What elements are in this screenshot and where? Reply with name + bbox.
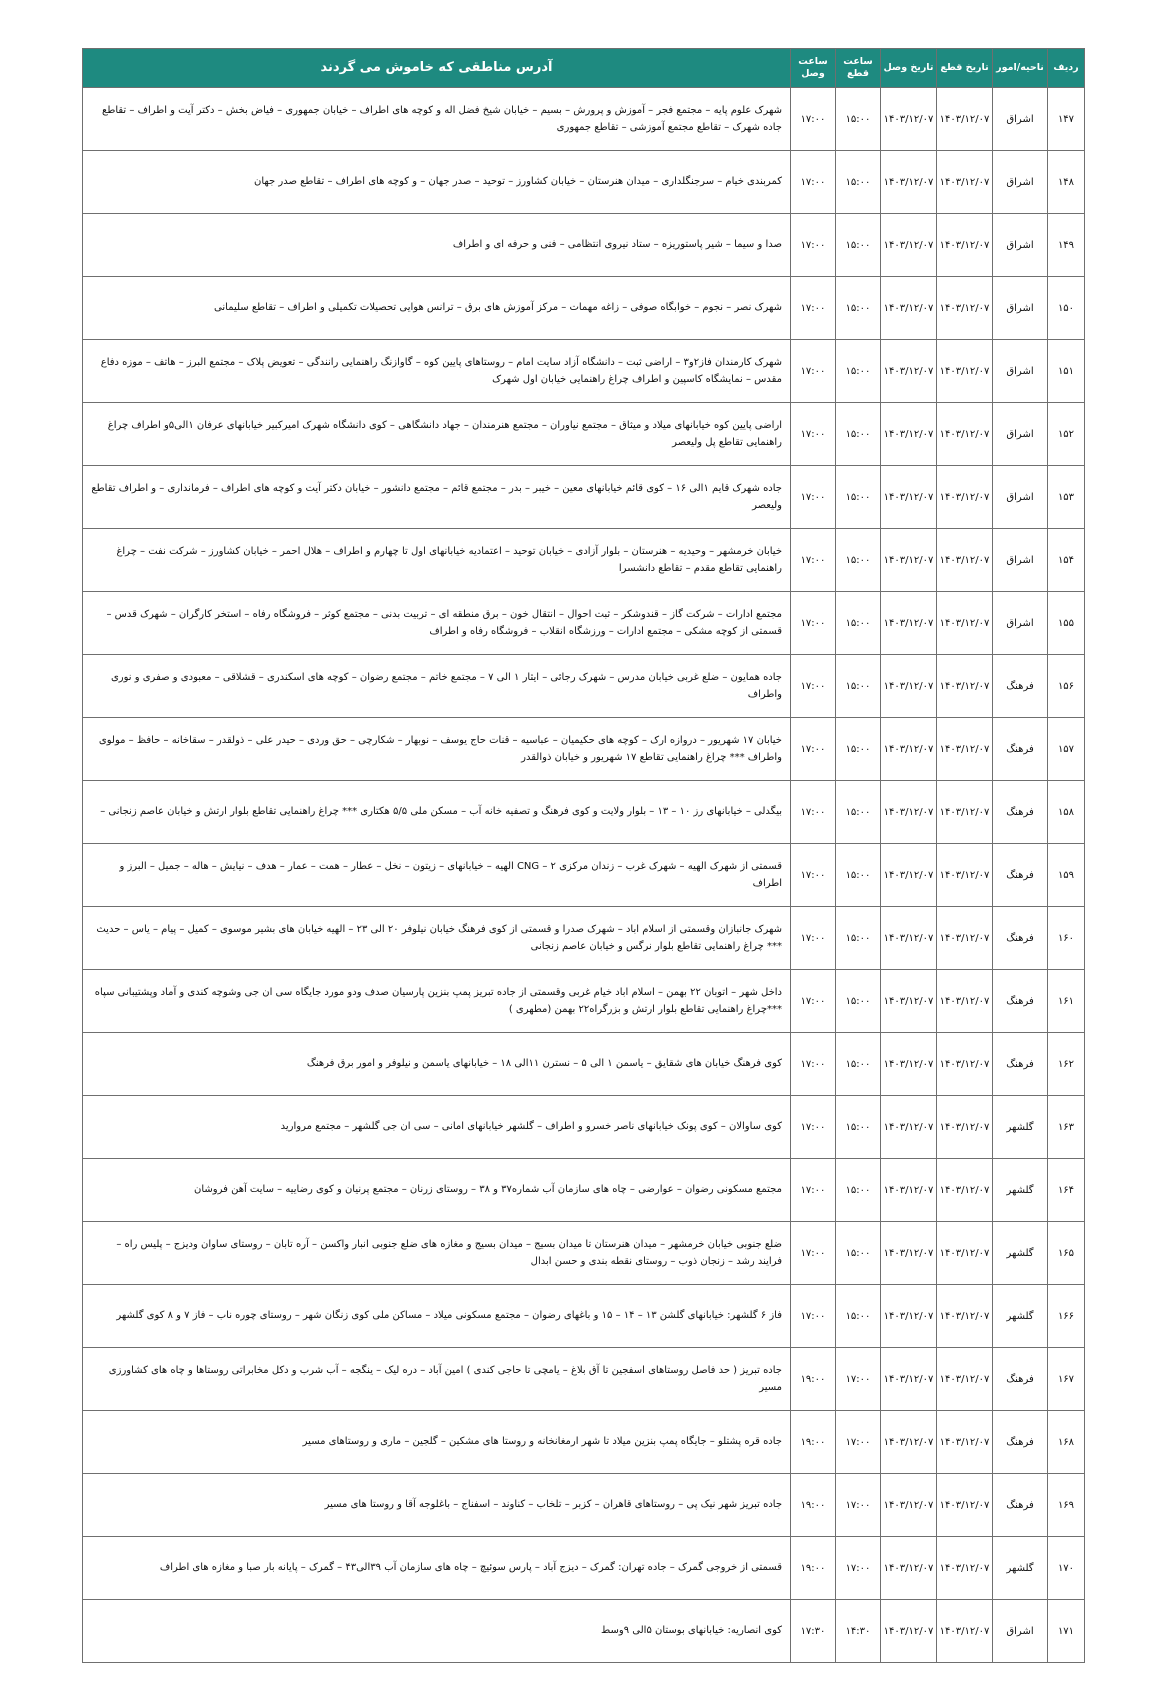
cut-date-cell: ۱۴۰۳/۱۲/۰۷ bbox=[937, 1411, 993, 1474]
address-cell: کوی ساوالان – کوی پونک خیابانهای ناصر خسرو و اطراف – گلشهر خیابانهای امانی – سی ان جی گلشهر – مجتمع مروارید bbox=[83, 1096, 791, 1159]
connect-date-cell: ۱۴۰۳/۱۲/۰۷ bbox=[881, 1159, 937, 1222]
outage-table bbox=[82, 48, 1085, 1663]
cut-time-cell: ۱۵:۰۰ bbox=[836, 907, 881, 970]
connect-date-cell: ۱۴۰۳/۱۲/۰۷ bbox=[881, 214, 937, 277]
connect-time-cell: ۱۷:۰۰ bbox=[791, 1159, 836, 1222]
connect-date-cell: ۱۴۰۳/۱۲/۰۷ bbox=[881, 151, 937, 214]
cut-time-cell: ۱۵:۰۰ bbox=[836, 340, 881, 403]
connect-time-cell: ۱۷:۰۰ bbox=[791, 592, 836, 655]
connect-time-cell: ۱۷:۰۰ bbox=[791, 718, 836, 781]
connect-date-cell: ۱۴۰۳/۱۲/۰۷ bbox=[881, 466, 937, 529]
row-number-cell: ۱۵۱ bbox=[1048, 340, 1085, 403]
row-number-cell: ۱۵۵ bbox=[1048, 592, 1085, 655]
address-cell: شهرک کارمندان فاز۲و۳ – اراضی ثبت – دانشگاه آزاد سایت امام – روستاهای پایین کوه – گاوازنگ راهنمایی رانندگی – تعویض پلاک – مجتمع البرز – هاتف – موزه دفاع مقدس – نمایشگاه کاسپین و اطراف چراغ راهنمایی خیابان اول شهرک bbox=[83, 340, 791, 403]
header-region: ناحیه/امور bbox=[993, 49, 1048, 88]
cut-date-cell: ۱۴۰۳/۱۲/۰۷ bbox=[937, 718, 993, 781]
header-cut-date: تاریخ قطع bbox=[937, 49, 993, 88]
row-number-cell: ۱۶۰ bbox=[1048, 907, 1085, 970]
address-cell: فاز ۶ گلشهر: خیابانهای گلشن ۱۳ – ۱۴ – ۱۵ و باغهای رضوان – مجتمع مسکونی میلاد – مساکن ملی کوی زنگان شهر – روستای چوره ناب – فاز ۷ و ۸ کوی گلشهر bbox=[83, 1285, 791, 1348]
region-cell: گلشهر bbox=[993, 1537, 1048, 1600]
cut-time-cell: ۱۵:۰۰ bbox=[836, 214, 881, 277]
table-row bbox=[83, 214, 1085, 277]
row-number-cell: ۱۵۶ bbox=[1048, 655, 1085, 718]
row-number-cell: ۱۵۸ bbox=[1048, 781, 1085, 844]
outage-schedule-sheet bbox=[82, 48, 1085, 1663]
cut-date-cell: ۱۴۰۳/۱۲/۰۷ bbox=[937, 781, 993, 844]
row-number-cell: ۱۶۴ bbox=[1048, 1159, 1085, 1222]
region-cell: فرهنگ bbox=[993, 1474, 1048, 1537]
cut-time-cell: ۱۵:۰۰ bbox=[836, 781, 881, 844]
row-number-cell: ۱۵۲ bbox=[1048, 403, 1085, 466]
cut-date-cell: ۱۴۰۳/۱۲/۰۷ bbox=[937, 529, 993, 592]
connect-date-cell: ۱۴۰۳/۱۲/۰۷ bbox=[881, 592, 937, 655]
connect-time-cell: ۱۷:۰۰ bbox=[791, 1285, 836, 1348]
region-cell: اشراق bbox=[993, 592, 1048, 655]
cut-time-cell: ۱۵:۰۰ bbox=[836, 151, 881, 214]
header-cut-time: ساعت قطع bbox=[836, 49, 881, 88]
table-row bbox=[83, 844, 1085, 907]
cut-date-cell: ۱۴۰۳/۱۲/۰۷ bbox=[937, 907, 993, 970]
connect-time-cell: ۱۹:۰۰ bbox=[791, 1348, 836, 1411]
header-row-number: ردیف bbox=[1048, 49, 1085, 88]
cut-time-cell: ۱۵:۰۰ bbox=[836, 277, 881, 340]
connect-time-cell: ۱۷:۰۰ bbox=[791, 1096, 836, 1159]
cut-time-cell: ۱۵:۰۰ bbox=[836, 718, 881, 781]
table-row bbox=[83, 1348, 1085, 1411]
address-cell: مجتمع ادارات – شرکت گاز – قندوشکر – ثبت احوال – انتقال خون – برق منطقه ای – تربیت بدنی – مجتمع کوثر – فروشگاه رفاه – استخر کارگران – شهرک قدس – قسمتی از کوچه مشکی – مجتمع ادارات – ورزشگاه انقلاب – فروشگاه رفاه و اطراف bbox=[83, 592, 791, 655]
address-cell: جاده قره پشتلو – جایگاه پمپ بنزین میلاد تا شهر ارمغانخانه و روستا های مشکین – گلجین – ماری و روستاهای مسیر bbox=[83, 1411, 791, 1474]
region-cell: گلشهر bbox=[993, 1222, 1048, 1285]
region-cell: گلشهر bbox=[993, 1285, 1048, 1348]
connect-time-cell: ۱۷:۳۰ bbox=[791, 1600, 836, 1663]
table-row bbox=[83, 781, 1085, 844]
cut-time-cell: ۱۴:۳۰ bbox=[836, 1600, 881, 1663]
row-number-cell: ۱۵۰ bbox=[1048, 277, 1085, 340]
connect-time-cell: ۱۷:۰۰ bbox=[791, 403, 836, 466]
row-number-cell: ۱۵۴ bbox=[1048, 529, 1085, 592]
connect-time-cell: ۱۹:۰۰ bbox=[791, 1537, 836, 1600]
header-address: آدرس مناطقی که خاموش می گردند bbox=[83, 49, 791, 88]
row-number-cell: ۱۶۷ bbox=[1048, 1348, 1085, 1411]
cut-time-cell: ۱۵:۰۰ bbox=[836, 466, 881, 529]
table-row bbox=[83, 340, 1085, 403]
row-number-cell: ۱۶۱ bbox=[1048, 970, 1085, 1033]
table-row bbox=[83, 1033, 1085, 1096]
cut-date-cell: ۱۴۰۳/۱۲/۰۷ bbox=[937, 970, 993, 1033]
connect-date-cell: ۱۴۰۳/۱۲/۰۷ bbox=[881, 718, 937, 781]
cut-date-cell: ۱۴۰۳/۱۲/۰۷ bbox=[937, 844, 993, 907]
row-number-cell: ۱۶۸ bbox=[1048, 1411, 1085, 1474]
header-connect-time: ساعت وصل bbox=[791, 49, 836, 88]
connect-time-cell: ۱۷:۰۰ bbox=[791, 466, 836, 529]
connect-date-cell: ۱۴۰۳/۱۲/۰۷ bbox=[881, 1348, 937, 1411]
cut-date-cell: ۱۴۰۳/۱۲/۰۷ bbox=[937, 466, 993, 529]
cut-time-cell: ۱۵:۰۰ bbox=[836, 1096, 881, 1159]
row-number-cell: ۱۶۹ bbox=[1048, 1474, 1085, 1537]
table-row bbox=[83, 1600, 1085, 1663]
connect-date-cell: ۱۴۰۳/۱۲/۰۷ bbox=[881, 970, 937, 1033]
table-row bbox=[83, 1285, 1085, 1348]
address-cell: صدا و سیما – شیر پاستوریزه – ستاد نیروی انتظامی – فنی و حرفه ای و اطراف bbox=[83, 214, 791, 277]
address-cell: قسمتی از شهرک الهیه – شهرک غرب – زندان مرکزی ۲ – CNG الهیه – خیابانهای – زیتون – نخل – عطار – همت – عمار – هدف – نیایش – هاله – جمیل – البرز و اطراف bbox=[83, 844, 791, 907]
connect-time-cell: ۱۹:۰۰ bbox=[791, 1474, 836, 1537]
connect-time-cell: ۱۹:۰۰ bbox=[791, 1411, 836, 1474]
address-cell: شهرک نصر – نجوم – خوابگاه صوفی – زاغه مهمات – مرکز آموزش های برق – ترانس هوایی تحصیلات تکمیلی و اطراف – تقاطع سلیمانی bbox=[83, 277, 791, 340]
connect-date-cell: ۱۴۰۳/۱۲/۰۷ bbox=[881, 529, 937, 592]
table-row bbox=[83, 592, 1085, 655]
connect-date-cell: ۱۴۰۳/۱۲/۰۷ bbox=[881, 1600, 937, 1663]
address-cell: مجتمع مسکونی رضوان – عوارضی – چاه های سازمان آب شماره۳۷ و ۳۸ – روستای زرنان – مجتمع پرنیان و کوی رضاییه – سایت آهن فروشان bbox=[83, 1159, 791, 1222]
connect-date-cell: ۱۴۰۳/۱۲/۰۷ bbox=[881, 1537, 937, 1600]
cut-time-cell: ۱۵:۰۰ bbox=[836, 1222, 881, 1285]
table-body bbox=[83, 88, 1085, 1663]
cut-time-cell: ۱۵:۰۰ bbox=[836, 592, 881, 655]
row-number-cell: ۱۴۹ bbox=[1048, 214, 1085, 277]
row-number-cell: ۱۶۵ bbox=[1048, 1222, 1085, 1285]
cut-date-cell: ۱۴۰۳/۱۲/۰۷ bbox=[937, 1285, 993, 1348]
region-cell: گلشهر bbox=[993, 1096, 1048, 1159]
table-row bbox=[83, 1222, 1085, 1285]
region-cell: فرهنگ bbox=[993, 781, 1048, 844]
region-cell: اشراق bbox=[993, 466, 1048, 529]
row-number-cell: ۱۴۸ bbox=[1048, 151, 1085, 214]
address-cell: شهرک جانبازان وقسمتی از اسلام اباد – شهرک صدرا و قسمتی از کوی فرهنگ خیابان نیلوفر ۲۰ الی ۲۳ – الهیه خیابان های بشیر موسوی – کمیل – پیام – یاس – حدیث *** چراغ راهنمایی تقاطع بلوار نرگس و خیابان عاصم زنجانی bbox=[83, 907, 791, 970]
region-cell: فرهنگ bbox=[993, 844, 1048, 907]
connect-date-cell: ۱۴۰۳/۱۲/۰۷ bbox=[881, 277, 937, 340]
table-row bbox=[83, 970, 1085, 1033]
region-cell: اشراق bbox=[993, 403, 1048, 466]
cut-time-cell: ۱۵:۰۰ bbox=[836, 970, 881, 1033]
cut-date-cell: ۱۴۰۳/۱۲/۰۷ bbox=[937, 1474, 993, 1537]
region-cell: فرهنگ bbox=[993, 970, 1048, 1033]
region-cell: فرهنگ bbox=[993, 907, 1048, 970]
cut-date-cell: ۱۴۰۳/۱۲/۰۷ bbox=[937, 214, 993, 277]
address-cell: جاده همایون – ضلع غربی خیابان مدرس – شهرک رجائی – ایثار ۱ الی ۷ – مجتمع خاتم – مجتمع رضوان – کوچه های اسکندری – قشلاقی – معبودی و صفری و نوری واطراف bbox=[83, 655, 791, 718]
region-cell: اشراق bbox=[993, 88, 1048, 151]
connect-time-cell: ۱۷:۰۰ bbox=[791, 907, 836, 970]
connect-date-cell: ۱۴۰۳/۱۲/۰۷ bbox=[881, 340, 937, 403]
connect-time-cell: ۱۷:۰۰ bbox=[791, 277, 836, 340]
row-number-cell: ۱۷۰ bbox=[1048, 1537, 1085, 1600]
region-cell: فرهنگ bbox=[993, 718, 1048, 781]
region-cell: اشراق bbox=[993, 340, 1048, 403]
cut-time-cell: ۱۵:۰۰ bbox=[836, 1285, 881, 1348]
region-cell: اشراق bbox=[993, 529, 1048, 592]
cut-time-cell: ۱۵:۰۰ bbox=[836, 403, 881, 466]
table-row bbox=[83, 1411, 1085, 1474]
connect-date-cell: ۱۴۰۳/۱۲/۰۷ bbox=[881, 403, 937, 466]
cut-time-cell: ۱۷:۰۰ bbox=[836, 1537, 881, 1600]
connect-date-cell: ۱۴۰۳/۱۲/۰۷ bbox=[881, 1096, 937, 1159]
connect-time-cell: ۱۷:۰۰ bbox=[791, 844, 836, 907]
cut-date-cell: ۱۴۰۳/۱۲/۰۷ bbox=[937, 1600, 993, 1663]
region-cell: اشراق bbox=[993, 1600, 1048, 1663]
cut-date-cell: ۱۴۰۳/۱۲/۰۷ bbox=[937, 1033, 993, 1096]
cut-date-cell: ۱۴۰۳/۱۲/۰۷ bbox=[937, 1537, 993, 1600]
table-row bbox=[83, 403, 1085, 466]
cut-date-cell: ۱۴۰۳/۱۲/۰۷ bbox=[937, 403, 993, 466]
cut-time-cell: ۱۷:۰۰ bbox=[836, 1474, 881, 1537]
connect-time-cell: ۱۷:۰۰ bbox=[791, 1222, 836, 1285]
connect-date-cell: ۱۴۰۳/۱۲/۰۷ bbox=[881, 88, 937, 151]
cut-time-cell: ۱۷:۰۰ bbox=[836, 1411, 881, 1474]
row-number-cell: ۱۶۶ bbox=[1048, 1285, 1085, 1348]
address-cell: کوی فرهنگ خیابان های شقایق – یاسمن ۱ الی ۵ – نسترن ۱۱الی ۱۸ – خیابانهای یاسمن و نیلوفر و امور برق فرهنگ bbox=[83, 1033, 791, 1096]
row-number-cell: ۱۴۷ bbox=[1048, 88, 1085, 151]
cut-time-cell: ۱۵:۰۰ bbox=[836, 529, 881, 592]
address-cell: ضلع جنوبی خیابان خرمشهر – میدان هنرستان تا میدان بسیج – میدان بسیج و مغازه های ضلع جنوبی انبار واکسن – آره تابان – روستای ساوان ودیزج – پلیس راه – فرایند رشد – زنجان ذوب – روستای نقطه بندی و حسن ابدال bbox=[83, 1222, 791, 1285]
row-number-cell: ۱۶۲ bbox=[1048, 1033, 1085, 1096]
region-cell: گلشهر bbox=[993, 1159, 1048, 1222]
cut-time-cell: ۱۵:۰۰ bbox=[836, 1033, 881, 1096]
connect-date-cell: ۱۴۰۳/۱۲/۰۷ bbox=[881, 907, 937, 970]
connect-date-cell: ۱۴۰۳/۱۲/۰۷ bbox=[881, 1222, 937, 1285]
table-row bbox=[83, 466, 1085, 529]
region-cell: اشراق bbox=[993, 151, 1048, 214]
connect-date-cell: ۱۴۰۳/۱۲/۰۷ bbox=[881, 1285, 937, 1348]
connect-time-cell: ۱۷:۰۰ bbox=[791, 529, 836, 592]
region-cell: اشراق bbox=[993, 214, 1048, 277]
address-cell: داخل شهر – اتوبان ۲۲ بهمن – اسلام اباد خیام غربی وقسمتی از جاده تبریز پمپ بنزین پارسیان صدف ودو مورد جایگاه سی ان جی وشوچه کندی و آماد وپشتیبانی سپاه ***چراغ راهنمایی تقاطع بلوار ارتش و بزرگراه۲۲ بهمن (مطهری ) bbox=[83, 970, 791, 1033]
region-cell: اشراق bbox=[993, 277, 1048, 340]
cut-time-cell: ۱۵:۰۰ bbox=[836, 88, 881, 151]
cut-date-cell: ۱۴۰۳/۱۲/۰۷ bbox=[937, 277, 993, 340]
table-row bbox=[83, 1474, 1085, 1537]
address-cell: خیابان خرمشهر – وحیدیه – هنرستان – بلوار آزادی – خیابان توحید – اعتمادیه خیابانهای اول تا چهارم و اطراف – هلال احمر – خیابان کشاورز – شرکت نفت – چراغ راهنمایی تقاطع مقدم – تقاطع دانشسرا bbox=[83, 529, 791, 592]
cut-date-cell: ۱۴۰۳/۱۲/۰۷ bbox=[937, 1096, 993, 1159]
address-cell: قسمتی از خروجی گمرک – جاده تهران: گمرک – دیزج آباد – پارس سوئیچ – چاه های سازمان آب ۳۹الی۴۳ – گمرک – پایانه بار صبا و مغازه های اطراف bbox=[83, 1537, 791, 1600]
region-cell: فرهنگ bbox=[993, 655, 1048, 718]
cut-date-cell: ۱۴۰۳/۱۲/۰۷ bbox=[937, 340, 993, 403]
table-row bbox=[83, 88, 1085, 151]
connect-date-cell: ۱۴۰۳/۱۲/۰۷ bbox=[881, 655, 937, 718]
table-row bbox=[83, 907, 1085, 970]
cut-time-cell: ۱۷:۰۰ bbox=[836, 1348, 881, 1411]
connect-time-cell: ۱۷:۰۰ bbox=[791, 781, 836, 844]
address-cell: جاده تبریز شهر نیک پی – روستاهای قاهران – کزبر – تلخاب – کناوند – اسفناج – باغلوجه آقا و روستا های مسیر bbox=[83, 1474, 791, 1537]
address-cell: کمربندی خیام – سرجنگلداری – میدان هنرستان – خیابان کشاورز – توحید – صدر جهان – و کوچه های اطراف – تقاطع صدر جهان bbox=[83, 151, 791, 214]
cut-date-cell: ۱۴۰۳/۱۲/۰۷ bbox=[937, 151, 993, 214]
address-cell: خیابان ۱۷ شهریور – دروازه ارک – کوچه های حکیمیان – عباسیه – قنات حاج یوسف – نوبهار – شکارچی – حق وردی – حیدر علی – ذولقدر – سقاخانه – حافظ – مولوی واطراف *** چراغ راهنمایی تقاطع ۱۷ شهریور و خیابان ذوالقدر bbox=[83, 718, 791, 781]
region-cell: فرهنگ bbox=[993, 1411, 1048, 1474]
row-number-cell: ۱۶۳ bbox=[1048, 1096, 1085, 1159]
connect-time-cell: ۱۷:۰۰ bbox=[791, 1033, 836, 1096]
cut-date-cell: ۱۴۰۳/۱۲/۰۷ bbox=[937, 655, 993, 718]
cut-date-cell: ۱۴۰۳/۱۲/۰۷ bbox=[937, 88, 993, 151]
address-cell: جاده شهرک قایم ۱الی ۱۶ – کوی قائم خیابانهای معین – خیبر – بدر – مجتمع قائم – مجتمع دانشور – خیابان دکتر آیت و کوچه های اطراف – فرمانداری – و اطراف تقاطع ولیعصر bbox=[83, 466, 791, 529]
connect-time-cell: ۱۷:۰۰ bbox=[791, 151, 836, 214]
connect-date-cell: ۱۴۰۳/۱۲/۰۷ bbox=[881, 1033, 937, 1096]
cut-date-cell: ۱۴۰۳/۱۲/۰۷ bbox=[937, 1348, 993, 1411]
row-number-cell: ۱۵۷ bbox=[1048, 718, 1085, 781]
cut-time-cell: ۱۵:۰۰ bbox=[836, 655, 881, 718]
connect-time-cell: ۱۷:۰۰ bbox=[791, 655, 836, 718]
cut-time-cell: ۱۵:۰۰ bbox=[836, 1159, 881, 1222]
table-row bbox=[83, 1159, 1085, 1222]
address-cell: کوی انصاریه: خیابانهای بوستان ۵الی ۹وسط bbox=[83, 1600, 791, 1663]
connect-date-cell: ۱۴۰۳/۱۲/۰۷ bbox=[881, 1411, 937, 1474]
table-row bbox=[83, 718, 1085, 781]
cut-time-cell: ۱۵:۰۰ bbox=[836, 844, 881, 907]
connect-time-cell: ۱۷:۰۰ bbox=[791, 340, 836, 403]
table-row bbox=[83, 277, 1085, 340]
table-row bbox=[83, 151, 1085, 214]
region-cell: فرهنگ bbox=[993, 1348, 1048, 1411]
address-cell: بیگدلی – خیابانهای رز ۱۰ – ۱۳ – بلوار ولایت و کوی فرهنگ و تصفیه خانه آب – مسکن ملی ۵/۵ هکتاری *** چراغ راهنمایی تقاطع بلوار ارتش و خیابان عاصم زنجانی – bbox=[83, 781, 791, 844]
header-connect-date: تاریخ وصل bbox=[881, 49, 937, 88]
connect-date-cell: ۱۴۰۳/۱۲/۰۷ bbox=[881, 1474, 937, 1537]
row-number-cell: ۱۵۹ bbox=[1048, 844, 1085, 907]
row-number-cell: ۱۵۳ bbox=[1048, 466, 1085, 529]
region-cell: فرهنگ bbox=[993, 1033, 1048, 1096]
cut-date-cell: ۱۴۰۳/۱۲/۰۷ bbox=[937, 592, 993, 655]
connect-time-cell: ۱۷:۰۰ bbox=[791, 970, 836, 1033]
table-row bbox=[83, 1096, 1085, 1159]
table-row bbox=[83, 655, 1085, 718]
table-row bbox=[83, 529, 1085, 592]
address-cell: جاده تبریز ( حد فاصل روستاهای اسفجین تا آق بلاغ – یامچی تا حاجی کندی ) امین آباد – دره لیک – ینگجه – آب شرب و دکل مخابراتی روستاها و چاه های کشاورزی مسیر bbox=[83, 1348, 791, 1411]
cut-date-cell: ۱۴۰۳/۱۲/۰۷ bbox=[937, 1222, 993, 1285]
connect-time-cell: ۱۷:۰۰ bbox=[791, 214, 836, 277]
connect-date-cell: ۱۴۰۳/۱۲/۰۷ bbox=[881, 844, 937, 907]
table-row bbox=[83, 1537, 1085, 1600]
connect-date-cell: ۱۴۰۳/۱۲/۰۷ bbox=[881, 781, 937, 844]
table-header-row bbox=[83, 49, 1085, 88]
row-number-cell: ۱۷۱ bbox=[1048, 1600, 1085, 1663]
address-cell: شهرک علوم پایه – مجتمع فجر – آموزش و پرورش – بسیم – خیابان شیخ فضل اله و کوچه های اطراف – خیابان جمهوری – فیاض بخش – دکتر آیت و اطراف – تقاطع جاده شهرک – تقاطع مجتمع آموزشی – تقاطع جمهوری bbox=[83, 88, 791, 151]
connect-time-cell: ۱۷:۰۰ bbox=[791, 88, 836, 151]
address-cell: اراضی پایین کوه خیابانهای میلاد و میثاق – مجتمع نیاوران – مجتمع هنرمندان – جهاد دانشگاهی – کوی دانشگاه شهرک امیرکبیر خیابانهای عرفان ۱الی۵و اطراف چراغ راهنمایی تقاطع پل ولیعصر bbox=[83, 403, 791, 466]
cut-date-cell: ۱۴۰۳/۱۲/۰۷ bbox=[937, 1159, 993, 1222]
